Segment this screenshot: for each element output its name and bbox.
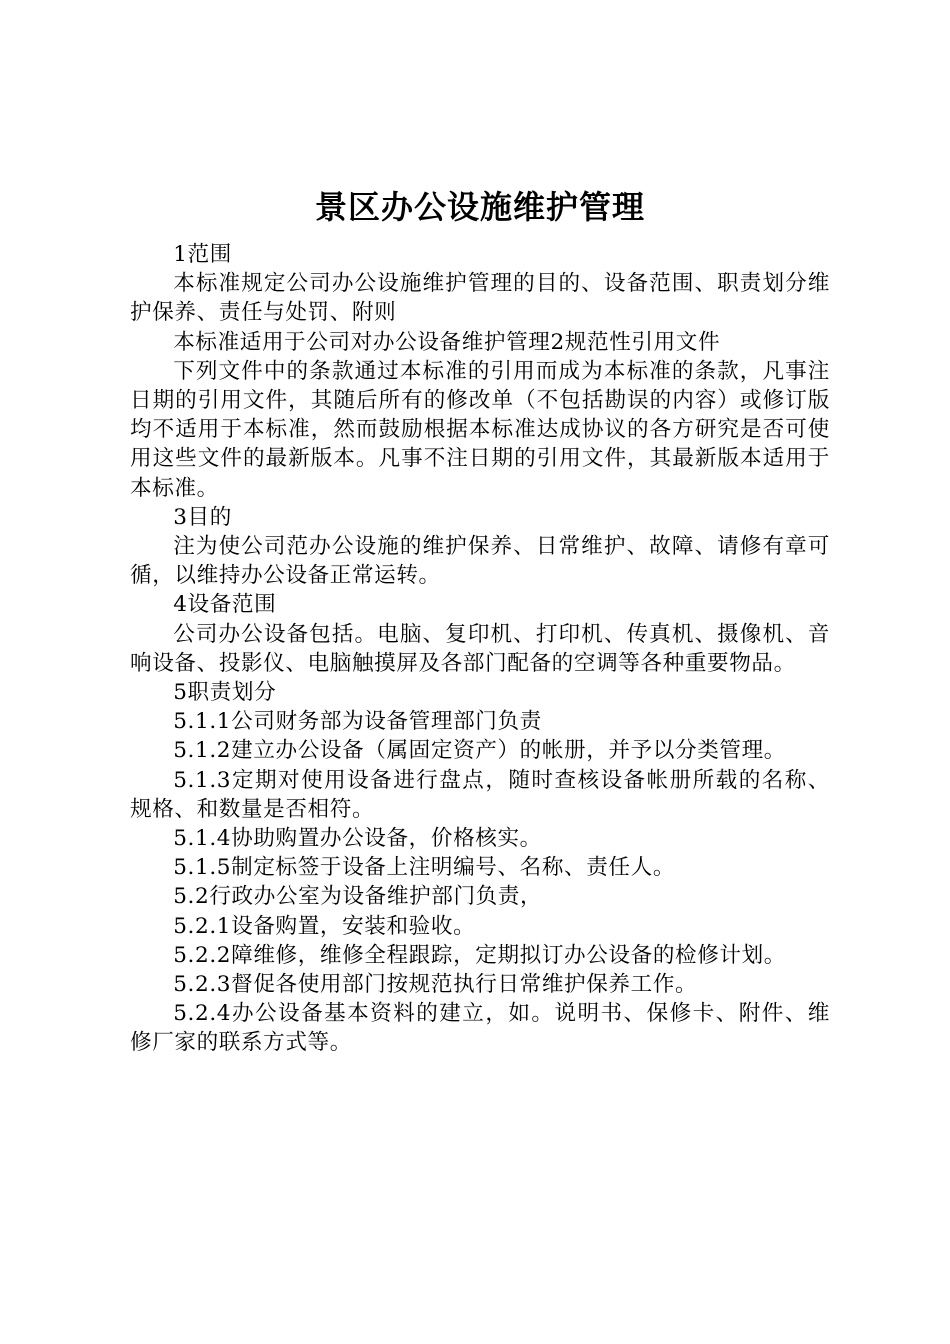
paragraph: 本标准规定公司办公设施维护管理的目的、设备范围、职责划分维护保养、责任与处罚、附则 bbox=[130, 271, 830, 326]
clause-5-1-4: 5.1.4协助购置办公设备，价格核实。 bbox=[173, 826, 542, 852]
paragraph: 注为使公司范办公设施的维护保养、日常维护、故障、请修有章可循，以维持办公设备正常运转。 bbox=[130, 534, 830, 589]
section-heading-equipment-scope: 4设备范围 bbox=[173, 592, 277, 618]
clause-5-1-2: 5.1.2建立办公设备（属固定资产）的帐册，并予以分类管理。 bbox=[173, 738, 786, 764]
section-heading-responsibilities: 5职责划分 bbox=[173, 680, 277, 706]
clause-5-1-5: 5.1.5制定标签于设备上注明编号、名称、责任人。 bbox=[173, 855, 676, 881]
document-page bbox=[130, 180, 830, 1058]
paragraph: 下列文件中的条款通过本标准的引用而成为本标准的条款，凡事注日期的引用文件，其随后所有的修改单（不包括勘误的内容）或修订版均不适用于本标准，然而鼓励根据本标准达成协议的各方研究是否可使用这些文件的最新版本。凡事不注日期的引用文件，其最新版本适用于本标准。 bbox=[130, 358, 830, 501]
clause-5-2-3: 5.2.3督促各使用部门按规范执行日常维护保养工作。 bbox=[173, 972, 698, 998]
clause-5-1-1: 5.1.1公司财务部为设备管理部门负责 bbox=[173, 709, 542, 735]
clause-5-2-2: 5.2.2障维修，维修全程跟踪，定期拟订办公设备的检修计划。 bbox=[173, 942, 786, 968]
clause-5-2-1: 5.2.1设备购置，安装和验收。 bbox=[173, 913, 476, 939]
document-title: 景区办公设施维护管理 bbox=[314, 188, 645, 226]
paragraph: 公司办公设备包括。电脑、复印机、打印机、传真机、摄像机、音响设备、投影仪、电脑触摸屏及各部门配备的空调等各种重要物品。 bbox=[130, 621, 830, 676]
clause-5-2: 5.2行政办公室为设备维护部门负责， bbox=[173, 884, 543, 910]
section-heading-purpose: 3目的 bbox=[173, 504, 232, 530]
section-heading-scope: 1范围 bbox=[173, 242, 232, 267]
paragraph: 本标准适用于公司对办公设备维护管理2规范性引用文件 bbox=[173, 329, 721, 355]
clause-5-1-3: 5.1.3定期对使用设备进行盘点，随时查核设备帐册所载的名称、规格、和数量是否相符。 bbox=[130, 767, 830, 822]
clause-5-2-4: 5.2.4办公设备基本资料的建立，如。说明书、保修卡、附件、维修厂家的联系方式等。 bbox=[130, 1001, 830, 1056]
